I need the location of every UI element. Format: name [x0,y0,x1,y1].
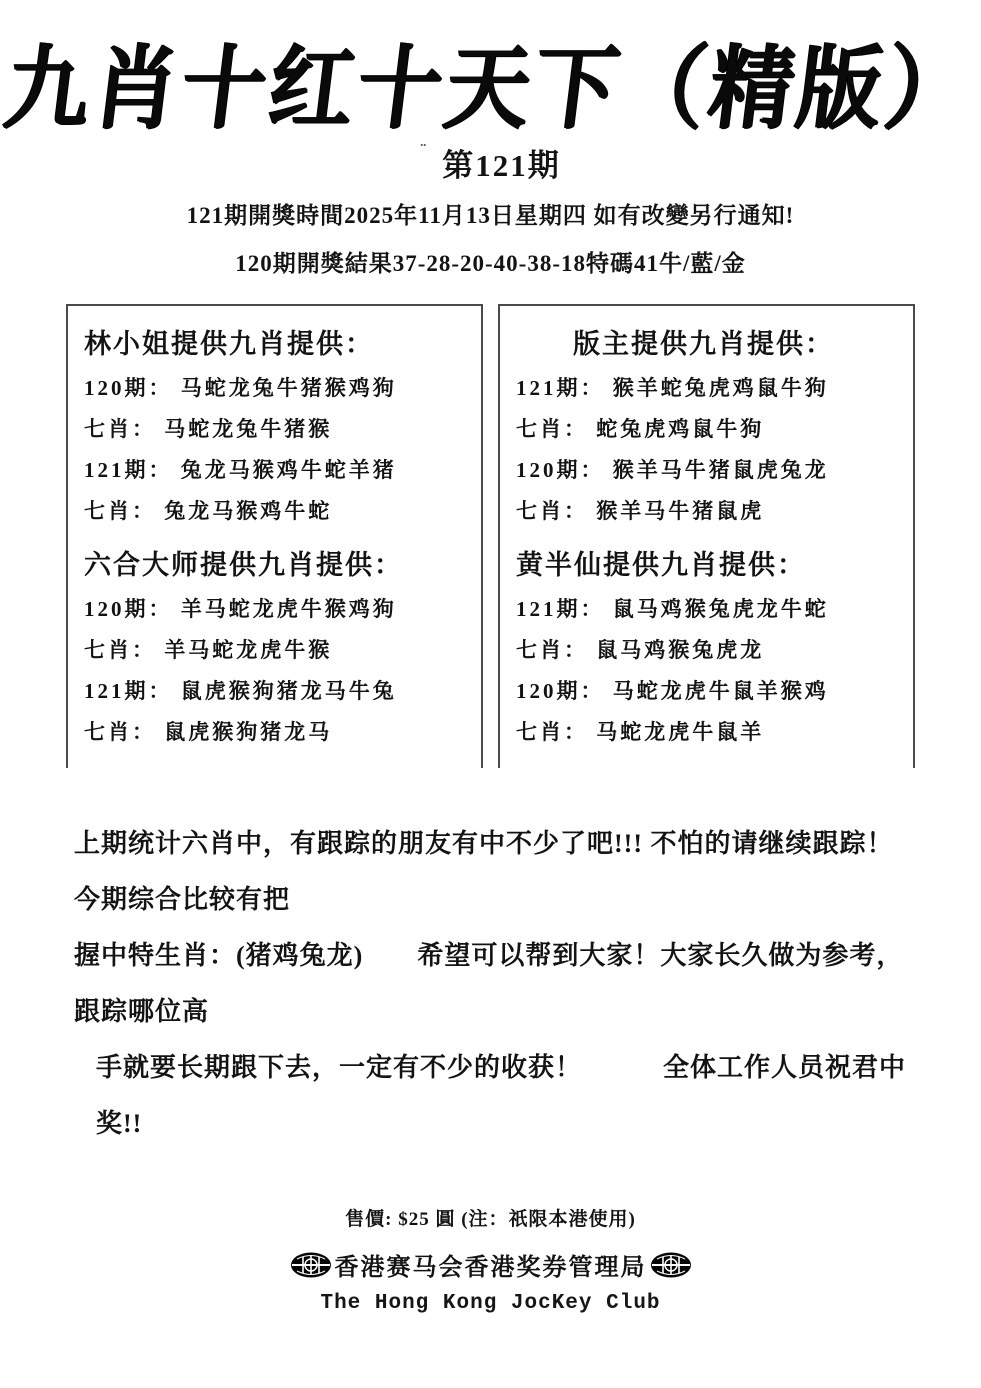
scan-dots-mark: ¨ [420,140,429,161]
masthead [0,0,981,278]
section-title: 黄半仙提供九肖提供： [516,550,806,581]
tip-row: 七肖： 鼠虎猴狗猪龙马 [84,720,333,745]
section-title: 林小姐提供九肖提供： [84,329,374,360]
summary-line: 手就要长期跟下去，一定有不少的收获！ 全体工作人员祝君中奖!! [96,1053,907,1139]
organization-line [0,1247,981,1282]
club-name-english: The Hong Kong JocKey Club [320,1292,661,1316]
section-title: 六合大师提供九肖提供： [84,550,403,581]
tip-section-xuanji [516,764,907,768]
tip-row: 121期： 兔龙马猴鸡牛蛇羊猪 [84,458,397,483]
tip-row: 120期： 猴羊马牛猪鼠虎兔龙 [516,458,829,483]
tips-box-right [498,304,915,768]
summary-line: 握中特生肖：(猪鸡兔龙) 希望可以帮到大家！大家长久做为参考，跟踪哪位高 [74,941,904,1027]
section-title: 版主提供九肖提供： [573,329,834,360]
tip-row: 120期： 马蛇龙兔牛猪猴鸡狗 [84,376,397,401]
draw-time-notice: 121期開獎時間2025年11月13日星期四 如有改變另行通知! [186,203,795,229]
tip-section-liuhe [84,543,475,746]
tip-row: 120期： 马蛇龙虎牛鼠羊猴鸡 [516,679,829,704]
hkjc-logo-icon [649,1250,693,1280]
hkjc-logo-icon [289,1250,333,1280]
tip-row: 121期： 猴羊蛇兔虎鸡鼠牛狗 [516,376,829,401]
issue-line [0,140,981,185]
section-title [516,764,907,768]
previous-result-line: 120期開獎結果37-28-20-40-38-18特碼41牛/藍/金 [235,251,746,277]
tip-row: 七肖： 兔龙马猴鸡牛蛇 [84,499,333,524]
tip-row: 121期： 鼠马鸡猴兔虎龙牛蛇 [516,597,829,622]
page-title: 九肖十红十天下（精版） [0,33,981,141]
tip-row: 七肖： 蛇兔虎鸡鼠牛狗 [516,417,765,442]
price-line: 售價: $25 圓 (注：祇限本港使用) [345,1209,636,1231]
summary-paragraph [74,816,909,1152]
issue-number: 第121期 [442,148,561,184]
tip-row: 七肖： 羊马蛇龙虎牛猴 [84,638,333,663]
tip-row: 七肖： 马蛇龙虎牛鼠羊 [516,720,765,745]
organization-name: 香港赛马会香港奖券管理局 [334,1255,647,1282]
tip-section-lin [84,322,475,525]
tip-section-xia [84,764,475,768]
tips-grid [66,304,915,768]
tip-row: 七肖： 马蛇龙兔牛猪猴 [84,417,333,442]
summary-line: 上期统计六肖中，有跟踪的朋友有中不少了吧!!! 不怕的请继续跟踪！今期综合比较有把 [74,829,894,915]
tip-section-banzhu [516,322,907,525]
section-title [84,764,475,768]
tip-row: 121期： 鼠虎猴狗猪龙马牛兔 [84,679,397,704]
tip-row: 七肖： 猴羊马牛猪鼠虎 [516,499,765,524]
tip-section-huang [516,543,907,746]
tips-box-left [66,304,483,768]
tip-row: 七肖： 鼠马鸡猴兔虎龙 [516,638,765,663]
tip-row: 120期： 羊马蛇龙虎牛猴鸡狗 [84,597,397,622]
